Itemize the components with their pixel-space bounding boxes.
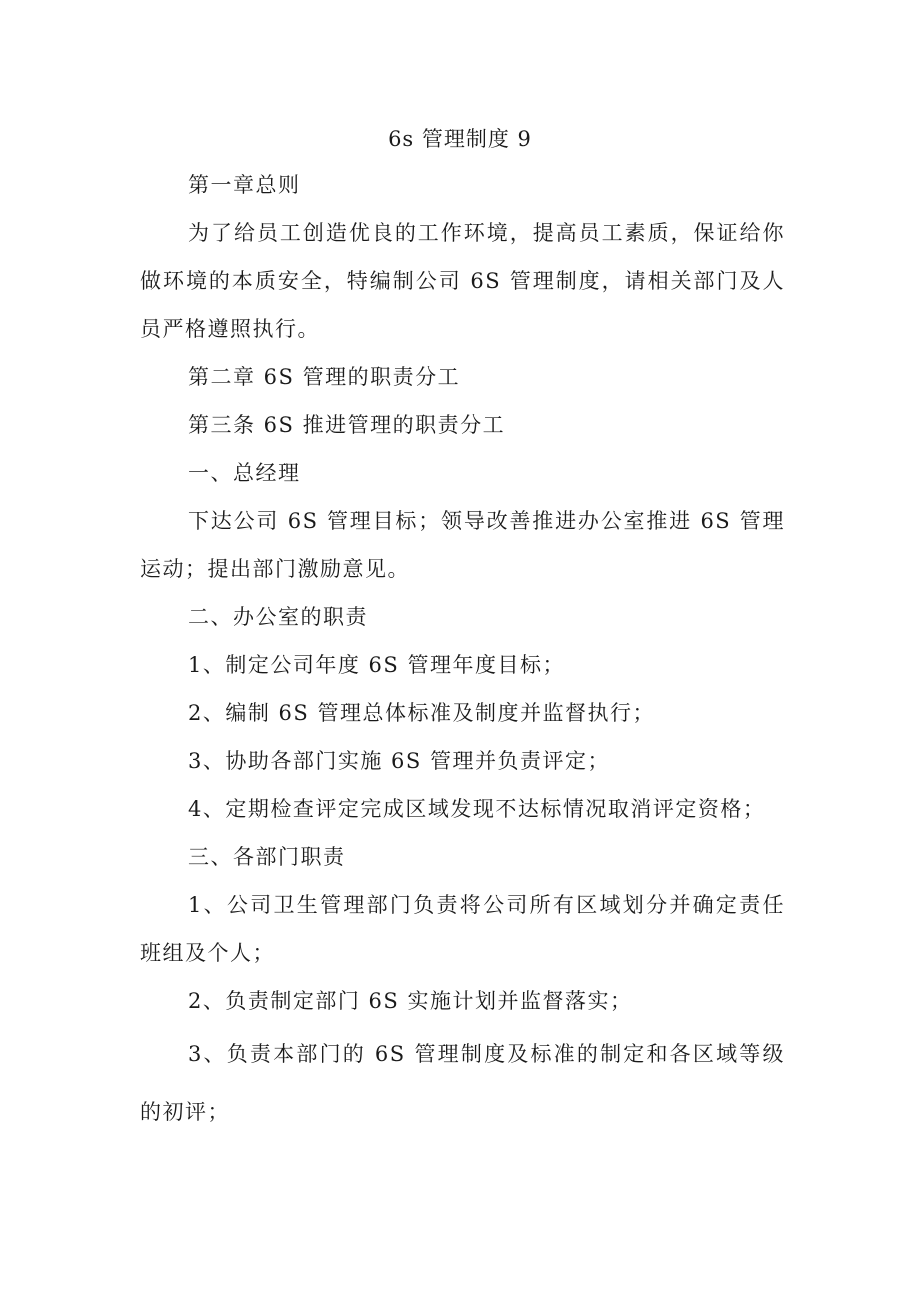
office-duty-item-4: 4、定期检查评定完成区域发现不达标情况取消评定资格； [188,797,766,821]
chapter-2-heading: 第二章 6S 管理的职责分工 [188,365,461,389]
department-duty-item-2: 2、负责制定部门 6S 实施计划并监督落实； [188,989,633,1013]
office-duty-item-1: 1、制定公司年度 6S 管理年度目标； [188,653,565,677]
office-duty-item-3: 3、协助各部门实施 6S 管理并负责评定； [188,749,610,773]
office-duties-heading: 二、办公室的职责 [188,605,368,629]
department-duty-item-3: 3、负责本部门的 6S 管理制度及标准的制定和各区域等级的初评； [140,1042,785,1124]
article-3-heading: 第三条 6S 推进管理的职责分工 [188,413,506,437]
intro-paragraph: 为了给员工创造优良的工作环境，提高员工素质，保证给你做环境的本质安全，特编制公司 6S 管理制度，请相关部门及人员严格遵照执行。 [140,221,785,341]
general-manager-duties: 下达公司 6S 管理目标；领导改善推进办公室推进 6S 管理运动；提出部门激励意见。 [140,509,785,581]
department-duty-item-1: 1、公司卫生管理部门负责将公司所有区域划分并确定责任班组及个人； [140,893,785,965]
department-duties-heading: 三、各部门职责 [188,845,346,869]
general-manager-heading: 一、总经理 [188,461,301,485]
office-duty-item-2: 2、编制 6S 管理总体标准及制度并监督执行； [188,701,655,725]
chapter-1-heading: 第一章总则 [188,173,301,197]
document-title: 6s 管理制度 9 [388,127,532,151]
